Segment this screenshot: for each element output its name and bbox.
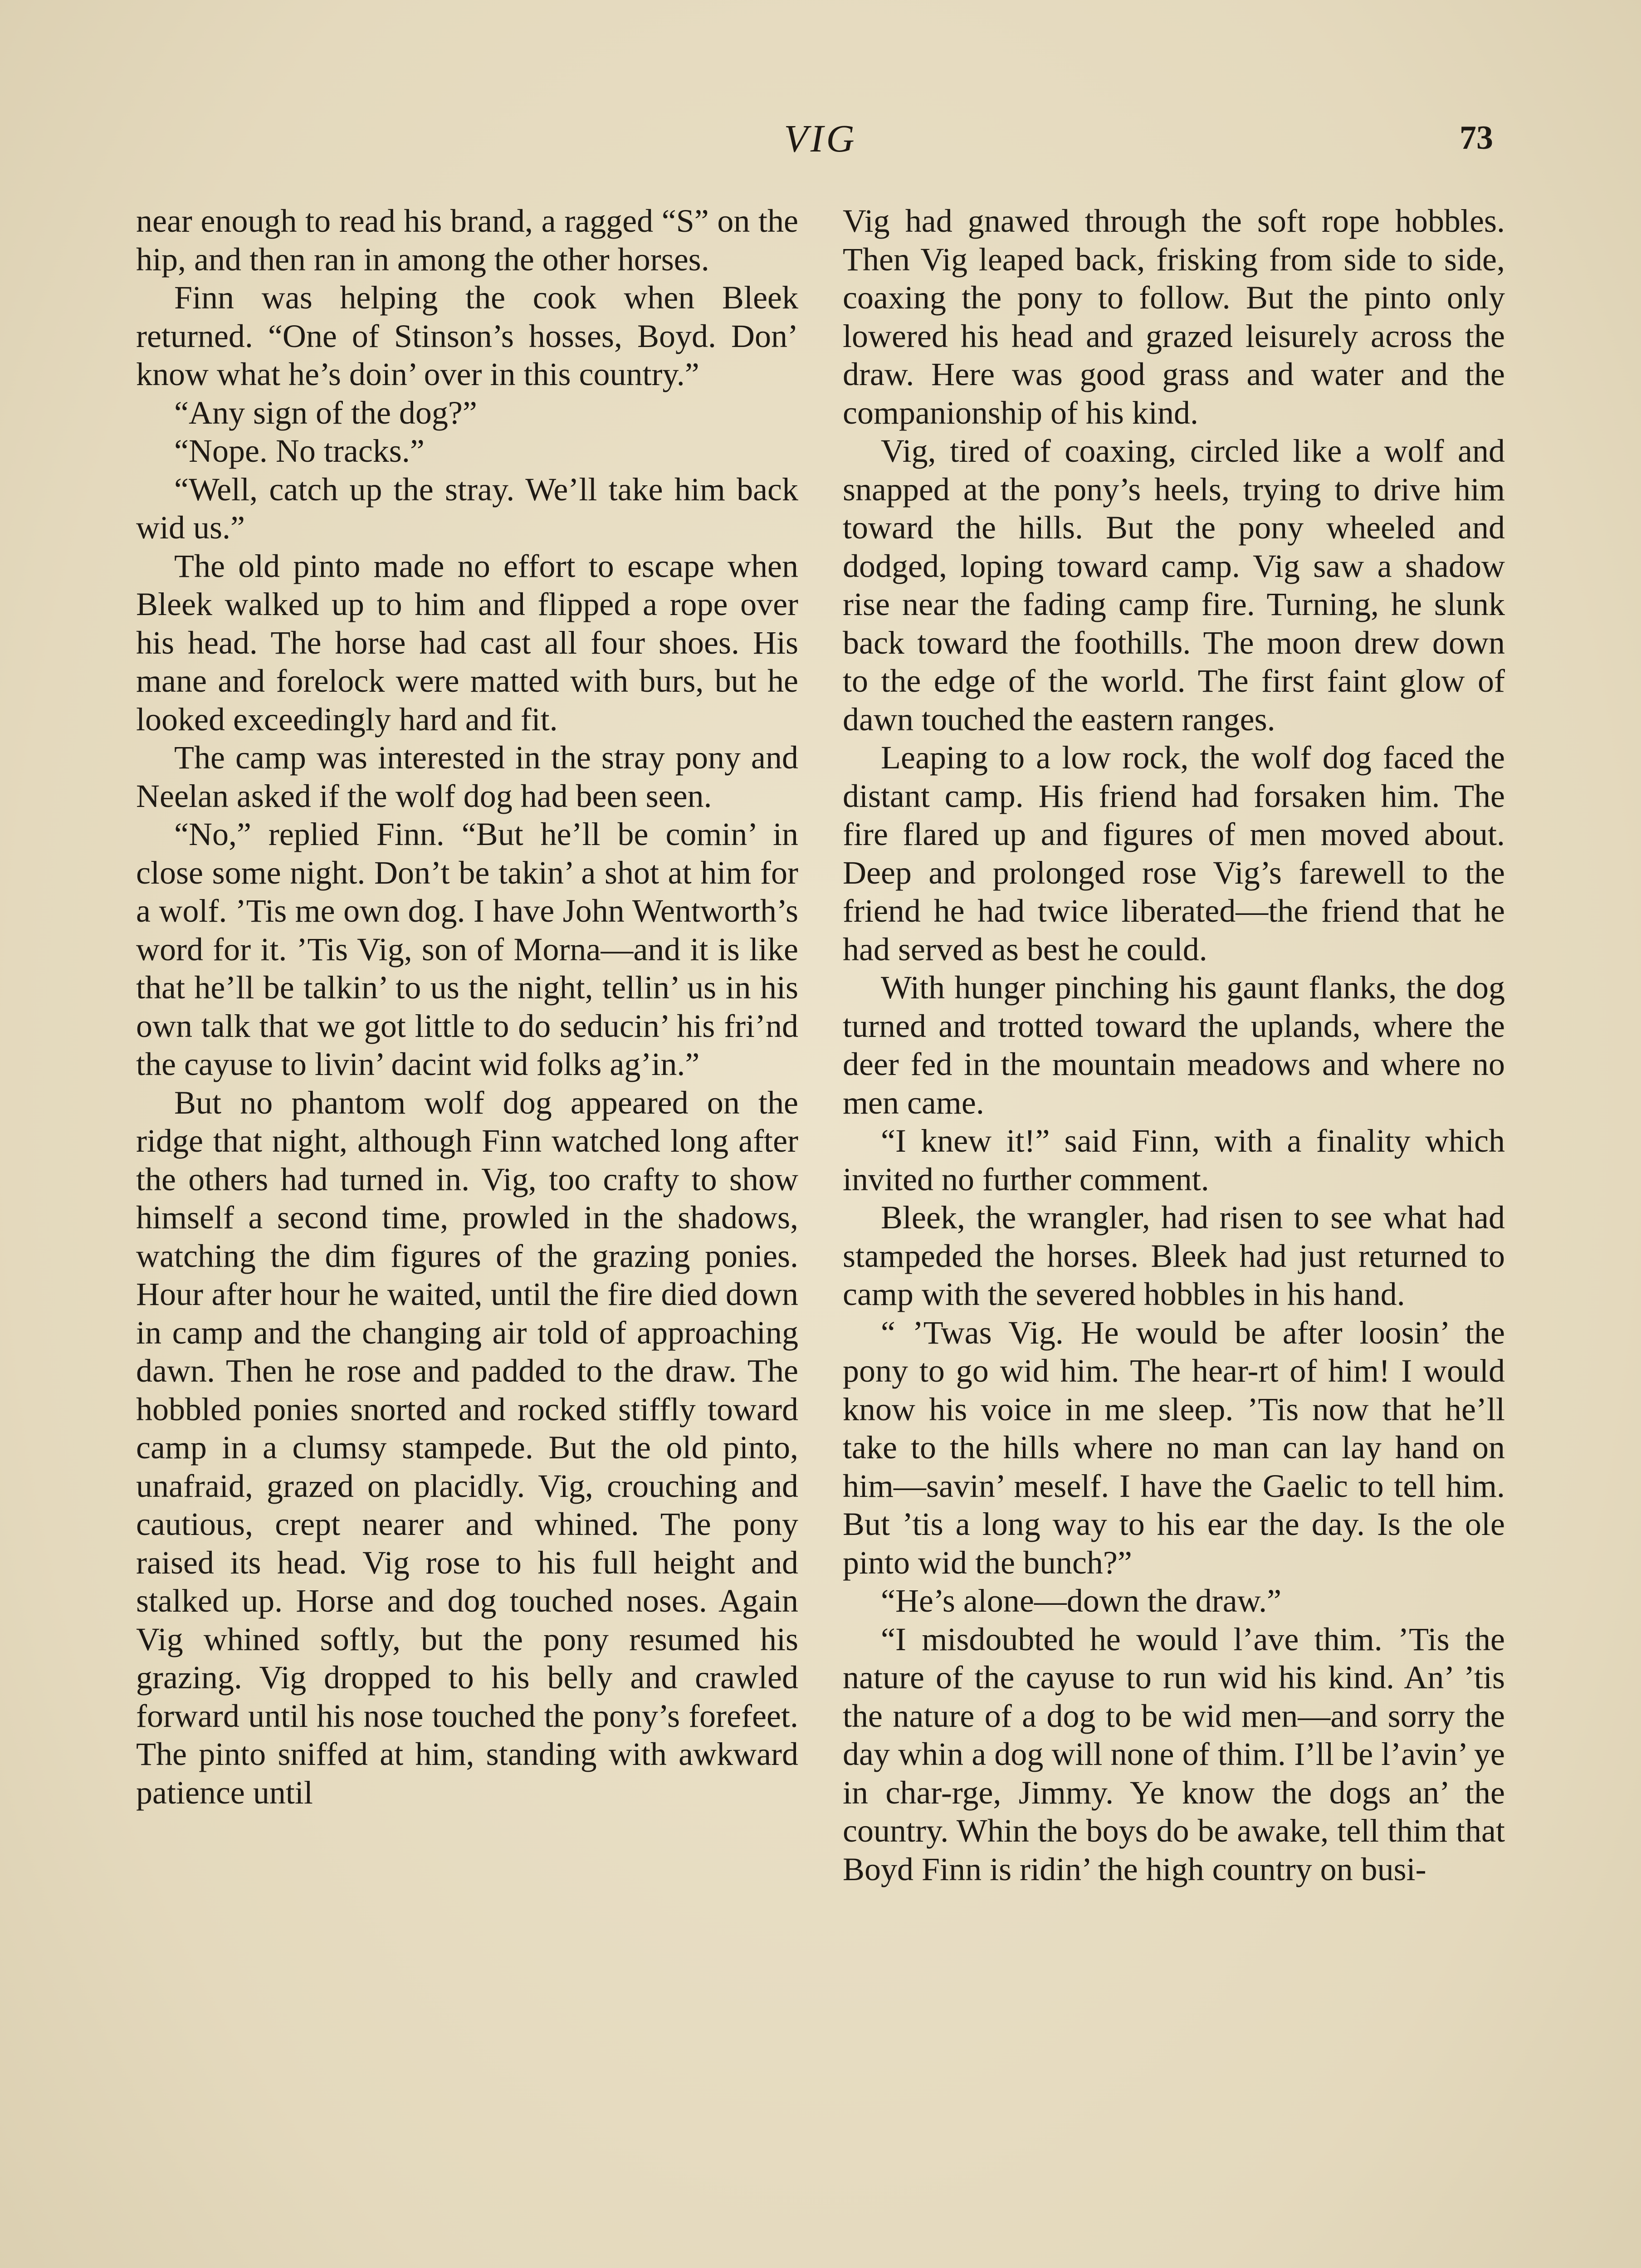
paragraph: “ ’Twas Vig. He would be after loosin’ the pony to go wid him. The hear-rt of him! I would know his voice in me sleep. ’Tis now that he’ll take to the hills where no man can lay hand on him—savin’ meself. I have the Gaelic to tell him. But ’tis a long way to his ear the day. Is the ole pinto wid the bunch?” — [843, 1314, 1505, 1581]
paragraph: “I knew it!” said Finn, with a finality which invited no further comment. — [843, 1123, 1505, 1198]
paragraph: With hunger pinching his gaunt flanks, the dog turned and trotted toward the uplands, where the deer fed in the mountain meadows and where no men came. — [843, 969, 1505, 1121]
page-number: 73 — [1460, 119, 1493, 156]
paragraph: Vig, tired of coaxing, circled like a wolf and snapped at the pony’s heels, trying to drive him toward the hills. But the pony wheeled and dodged, loping toward camp. Vig saw a shadow rise near the fading camp fire. Turning, he slunk back toward the foothills. The moon drew down to the edge of the world. The first faint glow of dawn touched the eastern ranges. — [843, 433, 1505, 738]
paragraph: Vig had gnawed through the soft rope hobbles. Then Vig leaped back, frisking from side to side, coaxing the pony to follow. But the pinto only lowered his head and grazed leisurely across the draw. Here was good grass and water and the companionship of his kind. — [843, 203, 1505, 431]
paragraph: “He’s alone—down the draw.” — [881, 1583, 1282, 1619]
right-column — [843, 202, 1505, 1888]
paragraph: “I misdoubted he would l’ave thim. ’Tis the nature of the cayuse to run wid his kind. An’ ’tis the nature of a dog to be wid men—and sorry the day whin a dog will none of thim. I’ll be l’avin’ ye in char-rge, Jimmy. Ye know the dogs an’ the country. Whin the boys do be awake, tell thim that Boyd Finn is ridin’ the high country on busi- — [843, 1621, 1505, 1887]
paragraph: The camp was interested in the stray pony and Neelan asked if the wolf dog had been seen. — [136, 739, 798, 814]
paragraph: The old pinto made no effort to escape when Bleek walked up to him and flipped a rope over his head. The horse had cast all four shoes. His mane and forelock were matted with burs, but he looked exceedingly hard and fit. — [136, 547, 798, 738]
paragraph: Leaping to a low rock, the wolf dog faced the distant camp. His friend had forsaken him. The fire flared up and figures of men moved about. Deep and prolonged rose Vig’s farewell to the friend he had twice liberated—the friend that he had served as best he could. — [843, 739, 1505, 968]
paragraph: “No,” replied Finn. “But he’ll be comin’ in close some night. Don’t be takin’ a shot at him for a wolf. ’Tis me own dog. I have John Wentworth’s word for it. ’Tis Vig, son of Morna—and it is like that he’ll be talkin’ to us the night, tellin’ us in his own talk that we got little to do seducin’ his fri’nd the cayuse to livin’ dacint wid folks ag’in.” — [136, 816, 798, 1082]
paragraph: Finn was helping the cook when Bleek returned. “One of Stinson’s hosses, Boyd. Don’ know what he’s doin’ over in this country.” — [136, 279, 798, 392]
left-column — [136, 202, 798, 1812]
paragraph: near enough to read his brand, a ragged “S” on the hip, and then ran in among the other horses. — [136, 203, 798, 278]
paragraph: Bleek, the wrangler, had risen to see what had stampeded the horses. Bleek had just returned to camp with the severed hobbles in his hand. — [843, 1199, 1505, 1312]
paragraph: “Well, catch up the stray. We’ll take him back wid us.” — [136, 471, 798, 546]
running-head-title: VIG — [784, 117, 857, 160]
paragraph: “Nope. No tracks.” — [174, 433, 425, 469]
paragraph: “Any sign of the dog?” — [174, 394, 477, 431]
paragraph: But no phantom wolf dog appeared on the ridge that night, although Finn watched long after the others had turned in. Vig, too crafty to show himself a second time, prowled in the shadows, watching the dim figures of the grazing ponies. Hour after hour he waited, until the fire died down in camp and the changing air told of approaching dawn. Then he rose and padded to the draw. The hobbled ponies snorted and rocked stiffly toward camp in a clumsy stampede. But the old pinto, unafraid, grazed on placidly. Vig, crouching and cautious, crept nearer and whined. The pony raised its head. Vig rose to his full height and stalked up. Horse and dog touched noses. Again Vig whined softly, but the pony resumed his grazing. Vig dropped to his belly and crawled forward until his nose touched the pony’s forefeet. The pinto sniffed at him, standing with awkward patience until — [136, 1084, 798, 1811]
